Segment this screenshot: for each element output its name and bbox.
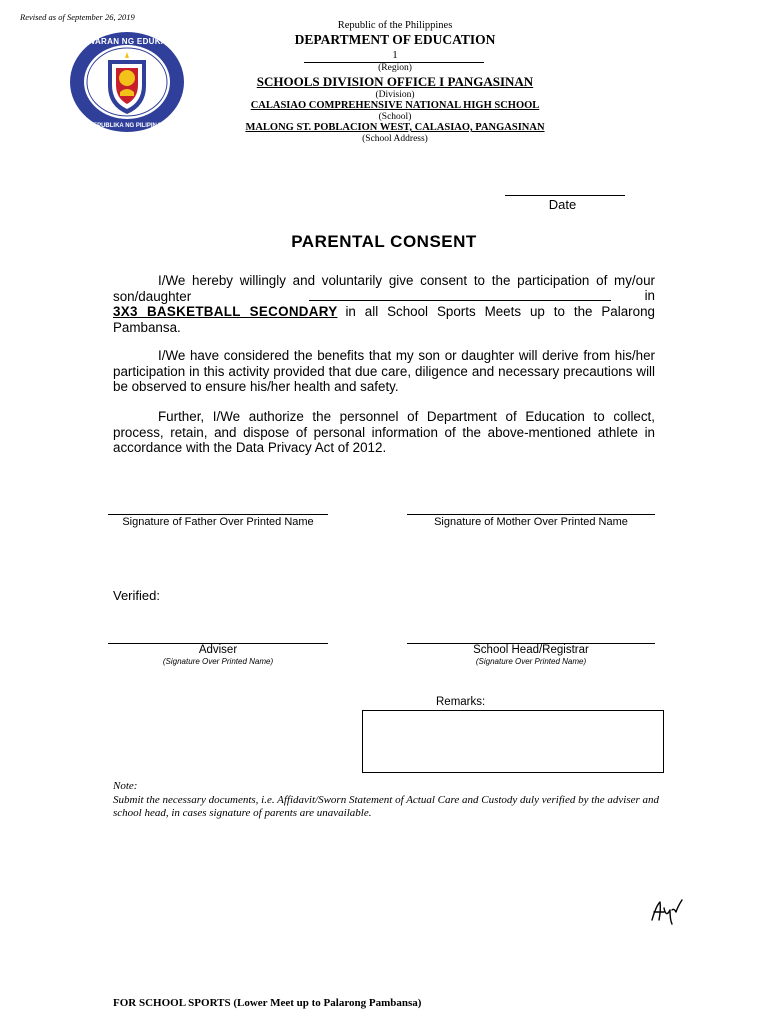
deped-seal-icon — [68, 30, 186, 134]
region-value: 1 — [392, 49, 398, 61]
division-value: SCHOOLS DIVISION OFFICE I PANGASINAN — [256, 74, 534, 89]
consent-p1-text: I/We hereby willingly and voluntarily give consent to the participation of my/our son/daughter — [113, 273, 655, 304]
school-head-sub-label: (Signature Over Printed Name) — [475, 657, 587, 666]
svg-text:REPUBLIKA NG PILIPINAS: REPUBLIKA NG PILIPINAS — [88, 123, 166, 129]
remarks-label: Remarks: — [436, 696, 486, 708]
event-name: 3X3 BASKETBALL SECONDARY — [113, 304, 338, 319]
department-name: DEPARTMENT OF EDUCATION — [294, 32, 496, 47]
school-head-label: School Head/Registrar — [473, 644, 589, 656]
note-label: Note: — [113, 780, 138, 792]
mother-signature-label: Signature of Mother Over Printed Name — [434, 516, 628, 528]
division-label: (Division) — [375, 90, 415, 100]
mother-signature-line[interactable] — [407, 514, 655, 515]
consent-p1-in: in — [639, 288, 655, 304]
child-name-blank[interactable] — [309, 300, 611, 301]
revised-date: Revised as of September 26, 2019 — [20, 12, 135, 22]
address-value: MALONG ST. POBLACION WEST, CALASIAO, PANGASINAN — [245, 122, 545, 133]
address-label: (School Address) — [362, 134, 428, 144]
footer-text: FOR SCHOOL SPORTS (Lower Meet up to Palarong Pambansa) — [113, 997, 422, 1009]
consent-paragraph-1 — [113, 273, 655, 335]
region-label: (Region) — [378, 63, 412, 73]
consent-p3-text: Further, I/We authorize the personnel of Department of Education to collect, process, retain, and dispose of personal information of the above-mentioned athlete in accordance with the Data Privacy Act of 2012. — [113, 409, 655, 455]
page-title: PARENTAL CONSENT — [291, 232, 477, 251]
handwritten-initials — [648, 896, 688, 926]
adviser-sub-label: (Signature Over Printed Name) — [162, 657, 274, 666]
consent-p2-text: I/We have considered the benefits that my son or daughter will derive from his/her participation in this activity provided that due care, diligence and necessary precautions will be observed to ensure his/her health and safety. — [113, 348, 655, 394]
republic-line: Republic of the Philippines — [337, 20, 453, 31]
svg-text:KAGAWARAN NG EDUKASYON: KAGAWARAN NG EDUKASYON — [68, 37, 186, 46]
remarks-box[interactable] — [362, 710, 664, 773]
father-signature-line[interactable] — [108, 514, 328, 515]
school-value: CALASIAO COMPREHENSIVE NATIONAL HIGH SCHOOL — [250, 100, 540, 111]
adviser-label: Adviser — [198, 644, 238, 656]
note-text: Submit the necessary documents, i.e. Affidavit/Sworn Statement of Actual Care and Custody duly verified by the adviser and school head, in cases signature of parents are unavailable. — [113, 794, 660, 819]
consent-p1-rest: in all School Sports Meets up to the Palarong Pambansa. — [113, 304, 655, 335]
school-label: (School) — [378, 112, 412, 122]
father-signature-label: Signature of Father Over Printed Name — [122, 516, 314, 528]
date-label: Date — [548, 197, 577, 212]
verified-label: Verified: — [113, 588, 160, 603]
consent-paragraph-2 — [113, 348, 655, 395]
date-line — [505, 195, 625, 196]
consent-paragraph-3 — [113, 409, 655, 456]
